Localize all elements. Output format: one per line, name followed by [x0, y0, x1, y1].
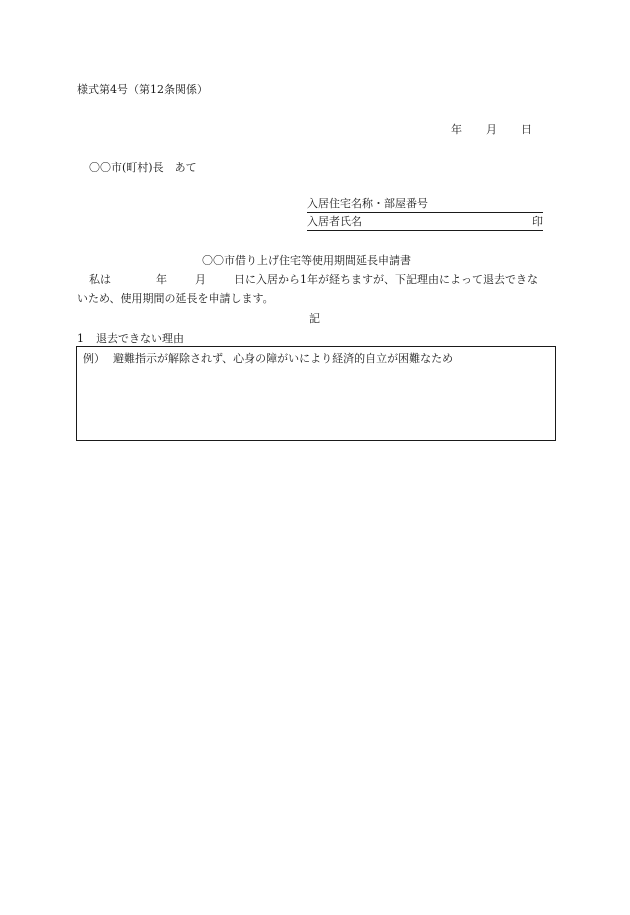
- document-title: 〇〇市借り上げ住宅等使用期間延長申請書: [202, 254, 411, 267]
- body-prefix: 私は: [89, 273, 111, 286]
- body-suffix: 日に入居から1年が経ちますが、下記理由によって退去できな: [234, 273, 538, 286]
- section-1-number: 1: [77, 332, 84, 345]
- date-month-label: 月: [486, 123, 497, 136]
- name-field-label: 入居者氏名: [307, 215, 362, 228]
- seal-mark: 印: [532, 215, 543, 228]
- date-line: [451, 124, 532, 135]
- date-year-label: 年: [451, 123, 462, 136]
- ki-marker: 記: [309, 312, 320, 325]
- reason-box[interactable]: [76, 346, 556, 441]
- section-1-title: 退去できない理由: [96, 332, 184, 345]
- body-month-label: 月: [195, 273, 206, 286]
- form-number: 様式第4号（第12条関係）: [77, 83, 208, 96]
- section-1-heading: [77, 333, 184, 344]
- room-field-label: 入居住宅名称・部屋番号: [307, 197, 428, 210]
- example-tag: 例）: [83, 352, 105, 365]
- name-field[interactable]: [307, 216, 543, 231]
- addressee: 〇〇市(町村)長 あて: [89, 161, 197, 174]
- example-text: 避難指示が解除されず、心身の障がいにより経済的自立が困難なため: [113, 352, 454, 365]
- body-text-line2: いため、使用期間の延長を申請します。: [77, 292, 274, 305]
- room-field[interactable]: [307, 198, 543, 213]
- date-day-label: 日: [521, 123, 532, 136]
- reason-example: [83, 353, 453, 364]
- body-year-label: 年: [156, 273, 167, 286]
- body-text-line1: [77, 274, 555, 285]
